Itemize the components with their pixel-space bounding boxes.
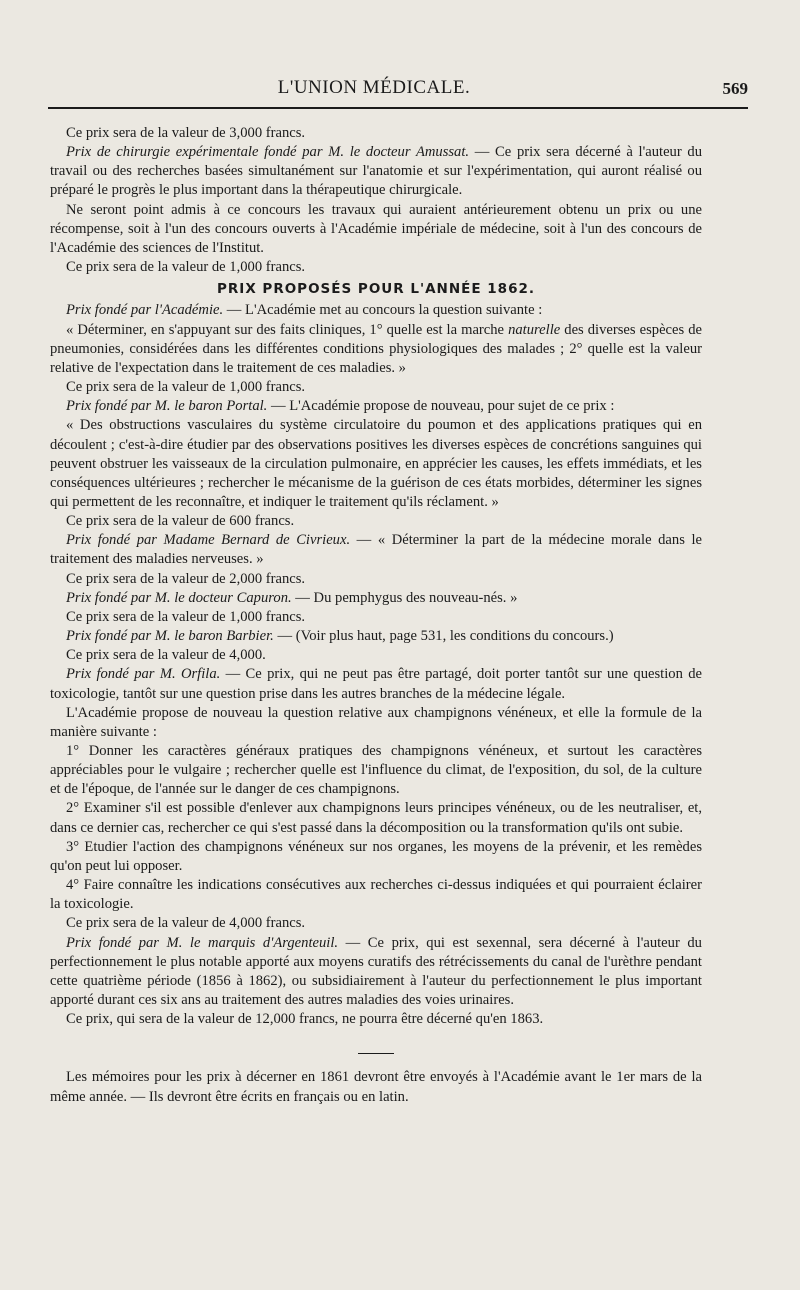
closing-note: Les mémoires pour les prix à décerner en 1861 devront être envoyés à l'Académie avant le 1er mars de la même année. — Ils devront être écrits en français ou en latin. [50,1069,702,1105]
prize-title: Prix fondé par Madame Bernard de Civrieux. [66,532,351,549]
header-rule [48,107,748,109]
paragraph-text: des diverses espèces de pneumonies, considérées dans les différentes conditions physiologiques des malades ; 2° quelle est la valeur relative de l'expectation dans le traitement de ces maladies. » [50,321,702,376]
paragraph: Ce prix sera de la valeur de 2,000 francs. [66,570,306,587]
paragraph-text: « Déterminer, en s'appuyant sur des faits cliniques, 1° quelle est la marche [66,321,509,338]
paragraph [50,321,702,378]
page-body [50,124,702,1107]
paragraph: « Des obstructions vasculaires du système circulatoire du poumon et des applications pratiques qui en découlent ; c'est-à-dire étudier par des observations positives les diverses espèces de concrétions sanguines qui peuvent obstruer les vaisseaux de la circulation pulmonaire, en apprécier les causes, les effets immédiats, et les conséquences ultérieures ; rechercher le mécanisme de la guérison de ces états morbides, déterminer les signes qui permettent de les reconnaître, et indiquer le traitement qu'ils réclament. » [50,417,702,510]
prize-title: Prix fondé par M. le baron Portal. [66,398,268,415]
emphasis: naturelle [508,321,561,338]
paragraph [50,301,702,320]
paragraph [50,397,702,416]
paragraph-text: — Du pemphygus des nouveau-nés. » [291,589,518,606]
paragraph: Ce prix sera de la valeur de 1,000 francs. [66,608,306,625]
paragraph [50,531,702,569]
separator-rule [358,1053,394,1054]
paragraph: Ce prix sera de la valeur de 3,000 francs. [66,125,306,141]
prize-title: Prix de chirurgie expérimentale fondé par M. le docteur Amussat. [66,144,470,161]
paragraph-text: — L'Académie propose de nouveau, pour sujet de ce prix : [267,398,615,415]
paragraph-text: — Ce prix sera décerné à l'auteur du travail ou des recherches basées simultanément sur l'anatomie et sur l'expérimentation, qui auront réalisé ou préparé le progrès le plus important dans la thérapeutique chirurgicale. [50,144,702,199]
paragraph-text: — (Voir plus haut, page 531, les conditions du concours.) [273,628,614,645]
paragraph: Ne seront point admis à ce concours les travaux qui auraient antérieurement obtenu un prix ou une récompense, soit à l'un des concours ouverts à l'Académie impériale de médecine, soit à l'un des concours de l'Académie des sciences de l'Institut. [50,201,702,256]
paragraph: 2° Examiner s'il est possible d'enlever aux champignons leurs principes vénéneux, ou de les neutraliser, et, dans ce dernier cas, rechercher ce qui s'est passé dans la décomposition ou la transformation qu'ils ont subie. [50,800,702,836]
paragraph-text: — Ce prix, qui est sexennal, sera décerné à l'auteur du perfectionnement le plus notable apporté aux moyens curatifs des rétrécissements du canal de l'urèthre pendant cette quatrième période (1856 à 1862), ou subsidiairement à l'auteur du perfectionnement le plus important apporté durant ces six ans au traitement des autres maladies des voies urinaires. [50,934,702,1009]
paragraph: 1° Donner les caractères généraux pratiques des champignons vénéneux, et surtout les caractères appréciables pour le vulgaire ; rechercher quelle est l'influence du climat, de l'exposition, du sol, de la culture et de l'époque, de l'année sur le danger de ces champignons. [50,743,702,798]
paragraph [50,665,702,703]
paragraph-text: — « Déterminer la part de la médecine morale dans le traitement des maladies nerveuses. » [50,532,702,568]
page-number: 569 [722,79,748,98]
paragraph: L'Académie propose de nouveau la question relative aux champignons vénéneux, et elle la formule de la manière suivante : [50,704,702,740]
running-title: L'UNION MÉDICALE. [277,77,471,98]
page-header [48,77,748,111]
prize-title: Prix fondé par M. Orfila. [66,666,221,683]
section-heading: PRIX PROPOSÉS POUR L'ANNÉE 1862. [217,281,535,298]
prize-title: Prix fondé par M. le docteur Capuron. [66,589,292,606]
paragraph [50,627,702,646]
paragraph: 4° Faire connaître les indications consécutives aux recherches ci-dessus indiquées et qui pourraient éclairer la toxicologie. [50,877,702,913]
prize-title: Prix fondé par M. le marquis d'Argenteuil. [66,934,339,951]
paragraph: 3° Etudier l'action des champignons vénéneux sur nos organes, les moyens de la prévenir, et les remèdes qu'on peut lui opposer. [50,838,702,874]
paragraph: Ce prix sera de la valeur de 4,000 francs. [66,915,306,932]
paragraph: Ce prix sera de la valeur de 1,000 francs. [66,259,306,276]
paragraph-text: — Ce prix, qui ne peut pas être partagé, doit porter tantôt sur une question de toxicologie, tantôt sur une question prise dans les autres branches de la médecine légale. [50,666,702,702]
paragraph [50,934,702,1011]
paragraph: Ce prix sera de la valeur de 4,000. [66,647,266,664]
paragraph: Ce prix sera de la valeur de 1,000 francs. [66,379,306,396]
prize-title: Prix fondé par M. le baron Barbier. [66,628,274,645]
paragraph [50,143,702,200]
paragraph [50,589,702,608]
paragraph: Ce prix, qui sera de la valeur de 12,000 francs, ne pourra être décerné qu'en 1863. [66,1011,544,1028]
paragraph-text: — L'Académie met au concours la question suivante : [223,302,543,319]
prize-title: Prix fondé par l'Académie. [66,302,224,319]
paragraph: Ce prix sera de la valeur de 600 francs. [66,513,295,530]
